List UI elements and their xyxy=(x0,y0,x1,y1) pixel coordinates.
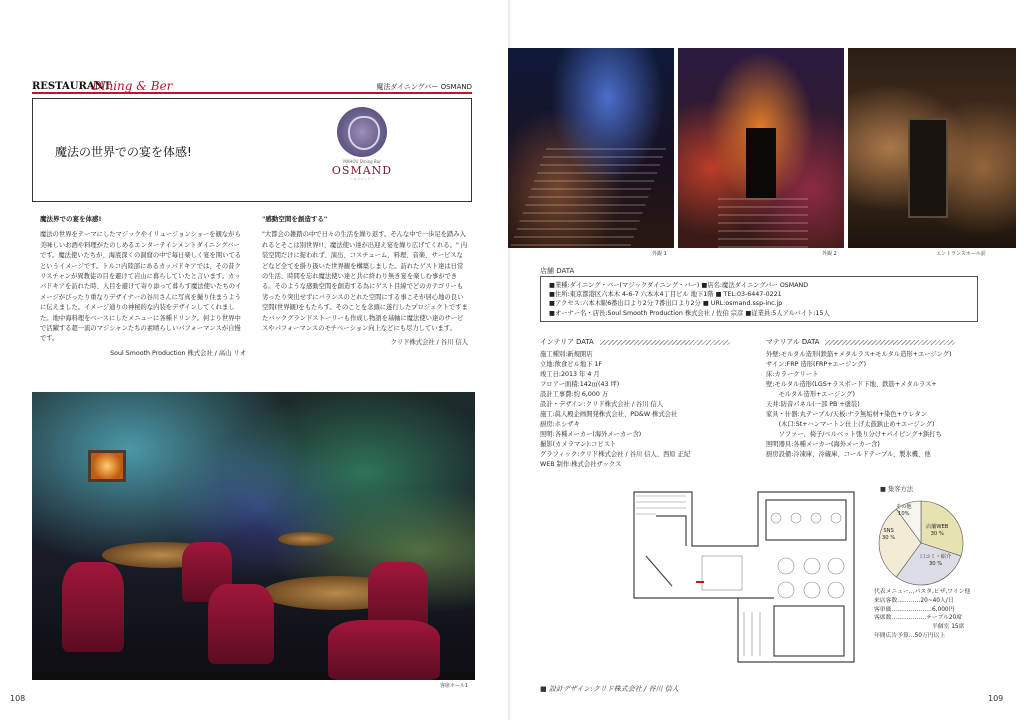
list-item: 竣工日:2013 年 4 月 xyxy=(540,371,600,378)
pie-label-referral: 口コミ・紹介 30 % xyxy=(920,554,952,567)
header-category: RESTAURANT xyxy=(32,81,112,92)
list-item: ソファー、椅子/ベルベット張り分け+パイピング+鋲打ち xyxy=(766,431,942,438)
header-store-name: 魔法ダイニングバー OSMAND xyxy=(376,83,472,91)
logo-tagline: MAHOU Dining Bar xyxy=(343,159,381,164)
list-item: フロアー面積:142㎡(43 坪) xyxy=(540,381,620,388)
column-signature: Soul Smooth Production 株式会社 / 高山 リオ xyxy=(110,349,246,357)
list-item: 厨房:ホシザキ xyxy=(540,421,580,428)
photo-caption: 外観 2 xyxy=(822,251,837,257)
interior-data-heading xyxy=(540,336,730,346)
store-data-line: ■住所:東京都港区六本木 4-6-7 六本木4丁目ビル 地下1階 ■ TEL:03-6447-0221 xyxy=(549,291,782,299)
list-item: (木口:St+ハンマートン仕上げ太鼓鋲止め+エージング) xyxy=(766,421,935,428)
pie-label-sns: SNS 30 % xyxy=(882,528,896,541)
heading-label: インテリア DATA xyxy=(540,338,594,346)
list-item: モルタル造形+エージング) xyxy=(766,391,855,398)
list-item: 床:カラークリート xyxy=(766,371,819,378)
list-item: 設計・デザイン:クリド株式会社 / 谷川 信人 xyxy=(540,401,664,408)
round-table xyxy=(278,532,334,546)
pie-label-web: 店舗WEB 30 % xyxy=(926,524,949,537)
store-data-line: ■オーナー名・店長:Soul Smooth Production 株式会社 / 佐伯 宗彦 ■従業員:5人アルバイト:15人 xyxy=(549,309,830,317)
list-item: 家具・什器:丸テーブル/天板:ナラ無垢材+染色+ウレタン xyxy=(766,411,927,418)
entrance-door xyxy=(746,128,776,198)
material-data-list xyxy=(766,350,996,460)
intro-box xyxy=(32,98,472,202)
column-body: "大都会の雑踏の中で日々の生活を繰り返す。そんな中で一歩足を踏み入れるとそこは別世界!!、魔法使い達が出迎え宴を繰り広げてくれる。" 内装空間だけに捉われず、演出、コスチューム、料理、音楽、サービスなどなど全てを掛り扱いた世界観を構築しました。訪れたゲスト達は日常の生活、時間を忘れ魔法使い達と共に終わり無き宴を楽しむ事ができる。そのような感動空間を創造する為にゲスト目線でどのカテゴリーも劣ったり突出せずにバランスのとれた空間にする事こそが居心地の良い空間(世界観)をもたらす。そのことを念頭に遂行したプロジェクトですまたバックグランドストーリーも作成し物語を基軸に魔法使い達のサービスやパフォーマンスのモチベーション向上などにも尽力しています。 xyxy=(262,231,468,333)
list-item: 外壁:モルタル造形(鉄筋+メタルラス+モルタル造形+エージング) xyxy=(766,351,952,358)
list-item: 照明器具:各種メーカー(海外メーカー含) xyxy=(766,441,880,448)
page-number: 108 xyxy=(10,694,26,703)
staircase xyxy=(510,148,666,248)
list-item: 撮影(カメラマン):コビスト xyxy=(540,441,617,448)
intro-title: 魔法の世界での宴を体感! xyxy=(55,145,192,159)
store-data-heading: 店舗 DATA xyxy=(540,267,575,275)
design-credit: ■ 設計デザイン:クリド株式会社 / 谷川 信人 xyxy=(540,685,679,693)
survey-title: ■ 集客方法 xyxy=(880,486,914,493)
store-data-box xyxy=(540,276,978,322)
lion-emblem-icon xyxy=(337,107,387,157)
photo-caption: 客席ホール1 xyxy=(440,683,469,689)
osmand-logo xyxy=(325,107,399,195)
list-item: 立地:飲食ビル地下 1F xyxy=(540,361,603,368)
list-item: WEB 制作:株式会社ザックス xyxy=(540,461,622,468)
hatch-rule xyxy=(825,340,955,345)
left-page xyxy=(0,0,510,720)
column-heading: "感動空間を創造する" xyxy=(262,215,328,223)
velvet-chair xyxy=(62,562,124,652)
logo-name: OSMAND xyxy=(331,164,393,177)
list-item: 厨房設備:冷凍庫、冷蔵庫、コールドテーブル、製氷機、他 xyxy=(766,451,931,458)
staircase xyxy=(718,198,808,248)
heading-label: マテリアル DATA xyxy=(766,338,820,346)
pie-label-other: その他 10% xyxy=(896,504,912,517)
list-item: 照明:各種メーカー(海外メーカー含) xyxy=(540,431,642,438)
column-body: 魔法の世界をテーマにしたマジックやイリュージョンショーを観ながら美味しいお酒や料理がたのしめるエンターテインメントダイニングバーです。魔法使いたちが、海底深くの洞窟の中で毎日楽しく宴を開いてるというイメージです。トルコ内陸部にあるカッパドキアでは、その昔クリスチャンが異教徒の目を避けて岩山に暮らしていたと言います。カッパドキアを訪れた時、人目を避けて寄り添って暮らす魔法使いたちのイメージがぴったり重なりデザイナーの谷川さんに写真を撮り住まうように伝えました。イメージ通りの神秘的な内装をデザインしてくれました。地中海料理をベースにしたメニューに各種ドリンク。何より世界中で活躍する超一流のマジシャンたちの素晴らしいパフォーマンスが自慢です。 xyxy=(40,231,242,343)
store-stats: 代表メニュー…パスタ,ピザ,ワイン他 来店客数…………20~40人/日 客単価…………………6,000円 客席数………………テーブル20席 半個室 15席 年間広告予算…50万円以上 xyxy=(874,589,971,639)
photo-exterior-1 xyxy=(508,48,674,248)
list-item: 天井:防音パネル(一部 PB +塗装) xyxy=(766,401,860,408)
list-item: 壁:モルタル造形(LGS+ラスボード下地、鉄筋+メタルラス+ xyxy=(766,381,937,388)
column-signature: クリド株式会社 / 谷川 信人 xyxy=(390,339,468,347)
section-header xyxy=(32,80,472,94)
velvet-chair xyxy=(208,584,274,664)
store-data-line: ■業種:ダイニング・バー(マジックダイニング・バー) ■店名:魔法ダイニングバー OSMAND xyxy=(549,282,809,289)
survey-panel xyxy=(870,484,1000,654)
photo-entrance-hall xyxy=(848,48,1016,248)
list-item: グラフィック:クリド株式会社 / 谷川 信人、西原 正紀 xyxy=(540,451,691,458)
article-column-owner xyxy=(40,214,246,359)
material-data-heading xyxy=(766,336,955,346)
list-item: 施工種別:新規開店 xyxy=(540,351,593,358)
hatch-rule xyxy=(600,340,730,345)
photo-exterior-2 xyxy=(678,48,844,248)
list-item: 設計工事費:約 6,000 万 xyxy=(540,391,609,398)
logo-sub: ～オズマンド～ xyxy=(349,177,375,181)
velvet-chair xyxy=(328,620,440,680)
photo-caption: エントランスホール前 xyxy=(936,251,986,257)
column-heading: 魔法界での宴を体感! xyxy=(40,215,102,223)
interior-data-list xyxy=(540,350,740,470)
header-subcategory: Dining & Ber xyxy=(92,79,173,93)
page-number: 109 xyxy=(988,694,1004,703)
lit-window xyxy=(88,450,126,482)
photo-caption: 外観 1 xyxy=(652,251,667,257)
list-item: サイン:FRP 造形(FRP+エージング) xyxy=(766,361,867,368)
list-item: 施工:眞人殿企画開発株式会社、PD&W 株式会社 xyxy=(540,411,678,418)
store-data-line: ■アクセス:六本木駅6番出口より2分 7番出口より2分 ■ URL:osmand.ssp-inc.jp xyxy=(549,300,783,308)
article-column-designer xyxy=(262,214,468,349)
photo-guest-hall xyxy=(32,392,475,680)
customer-source-pie-chart xyxy=(874,498,968,588)
floor-plan-diagram xyxy=(626,486,870,668)
entrance-door xyxy=(908,118,948,218)
